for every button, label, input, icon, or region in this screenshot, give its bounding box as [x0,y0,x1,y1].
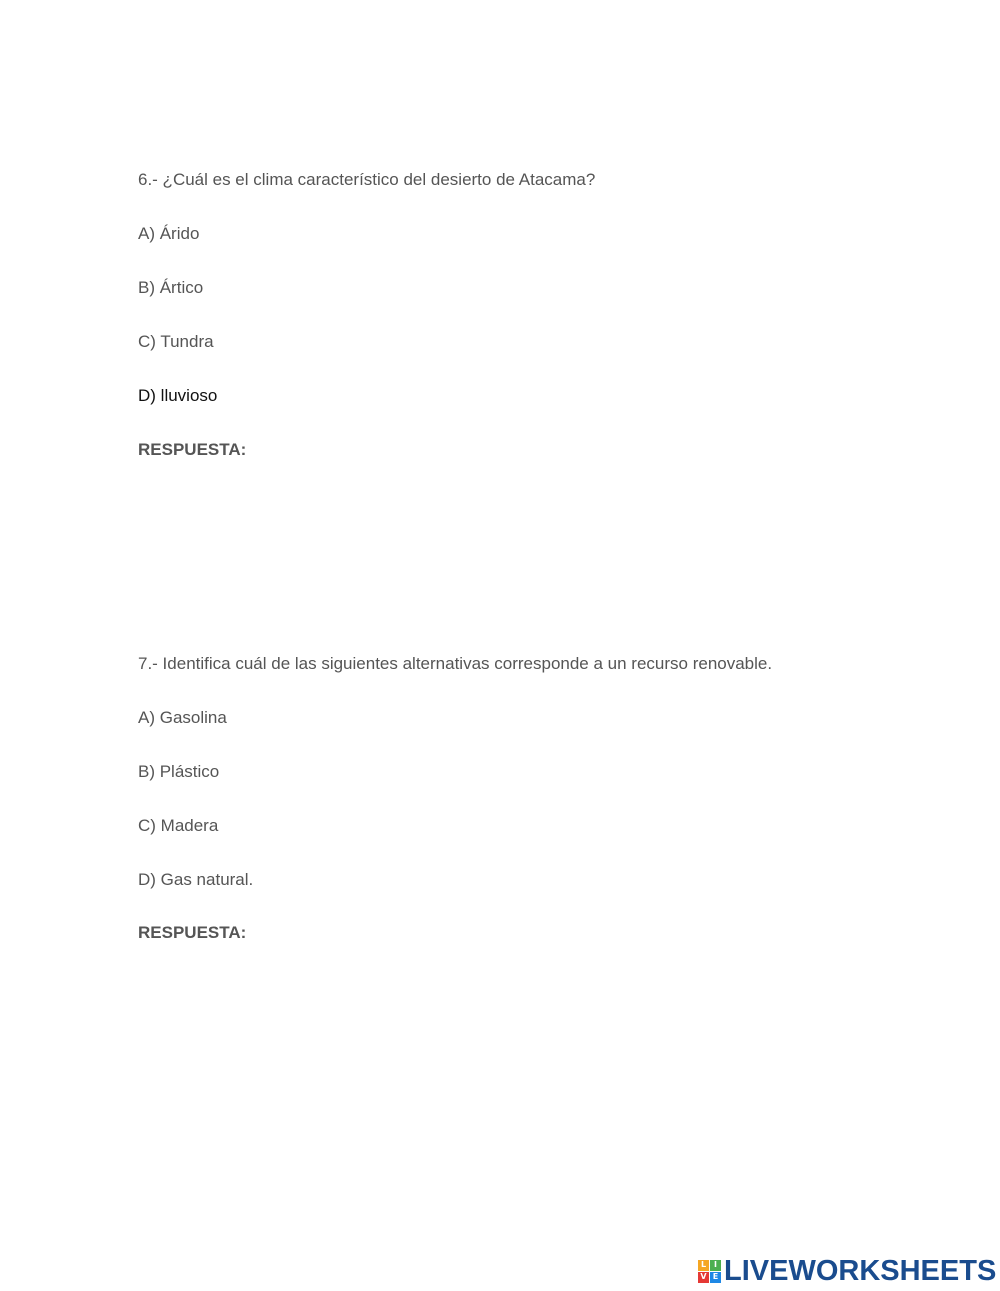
logo-mark-icon [698,1260,721,1283]
logo-mark-e: E [710,1272,721,1283]
question-7-option-a: A) Gasolina [138,708,227,727]
logo-text: LIVEWORKSHEETS [724,1254,997,1287]
liveworksheets-logo [698,1256,996,1286]
question-7-answer-label: RESPUESTA: [138,923,247,942]
question-6-option-b: B) Ártico [138,278,204,297]
question-7-prompt: 7.- Identifica cuál de las siguientes alternativas corresponde a un recurso renovable. [138,654,773,673]
question-7-option-d: D) Gas natural. [138,870,254,889]
question-6-prompt: 6.- ¿Cuál es el clima característico del desierto de Atacama? [138,170,596,189]
question-6-option-d: D) lluvioso [138,386,218,405]
logo-mark-i: I [710,1260,721,1271]
logo-mark-l: L [698,1260,709,1271]
question-6-option-a: A) Árido [138,224,200,243]
question-7-option-b: B) Plástico [138,762,220,781]
question-6-option-c: C) Tundra [138,332,214,351]
question-7-option-c: C) Madera [138,816,219,835]
question-6-answer-label: RESPUESTA: [138,440,247,459]
logo-mark-v: V [698,1272,709,1283]
